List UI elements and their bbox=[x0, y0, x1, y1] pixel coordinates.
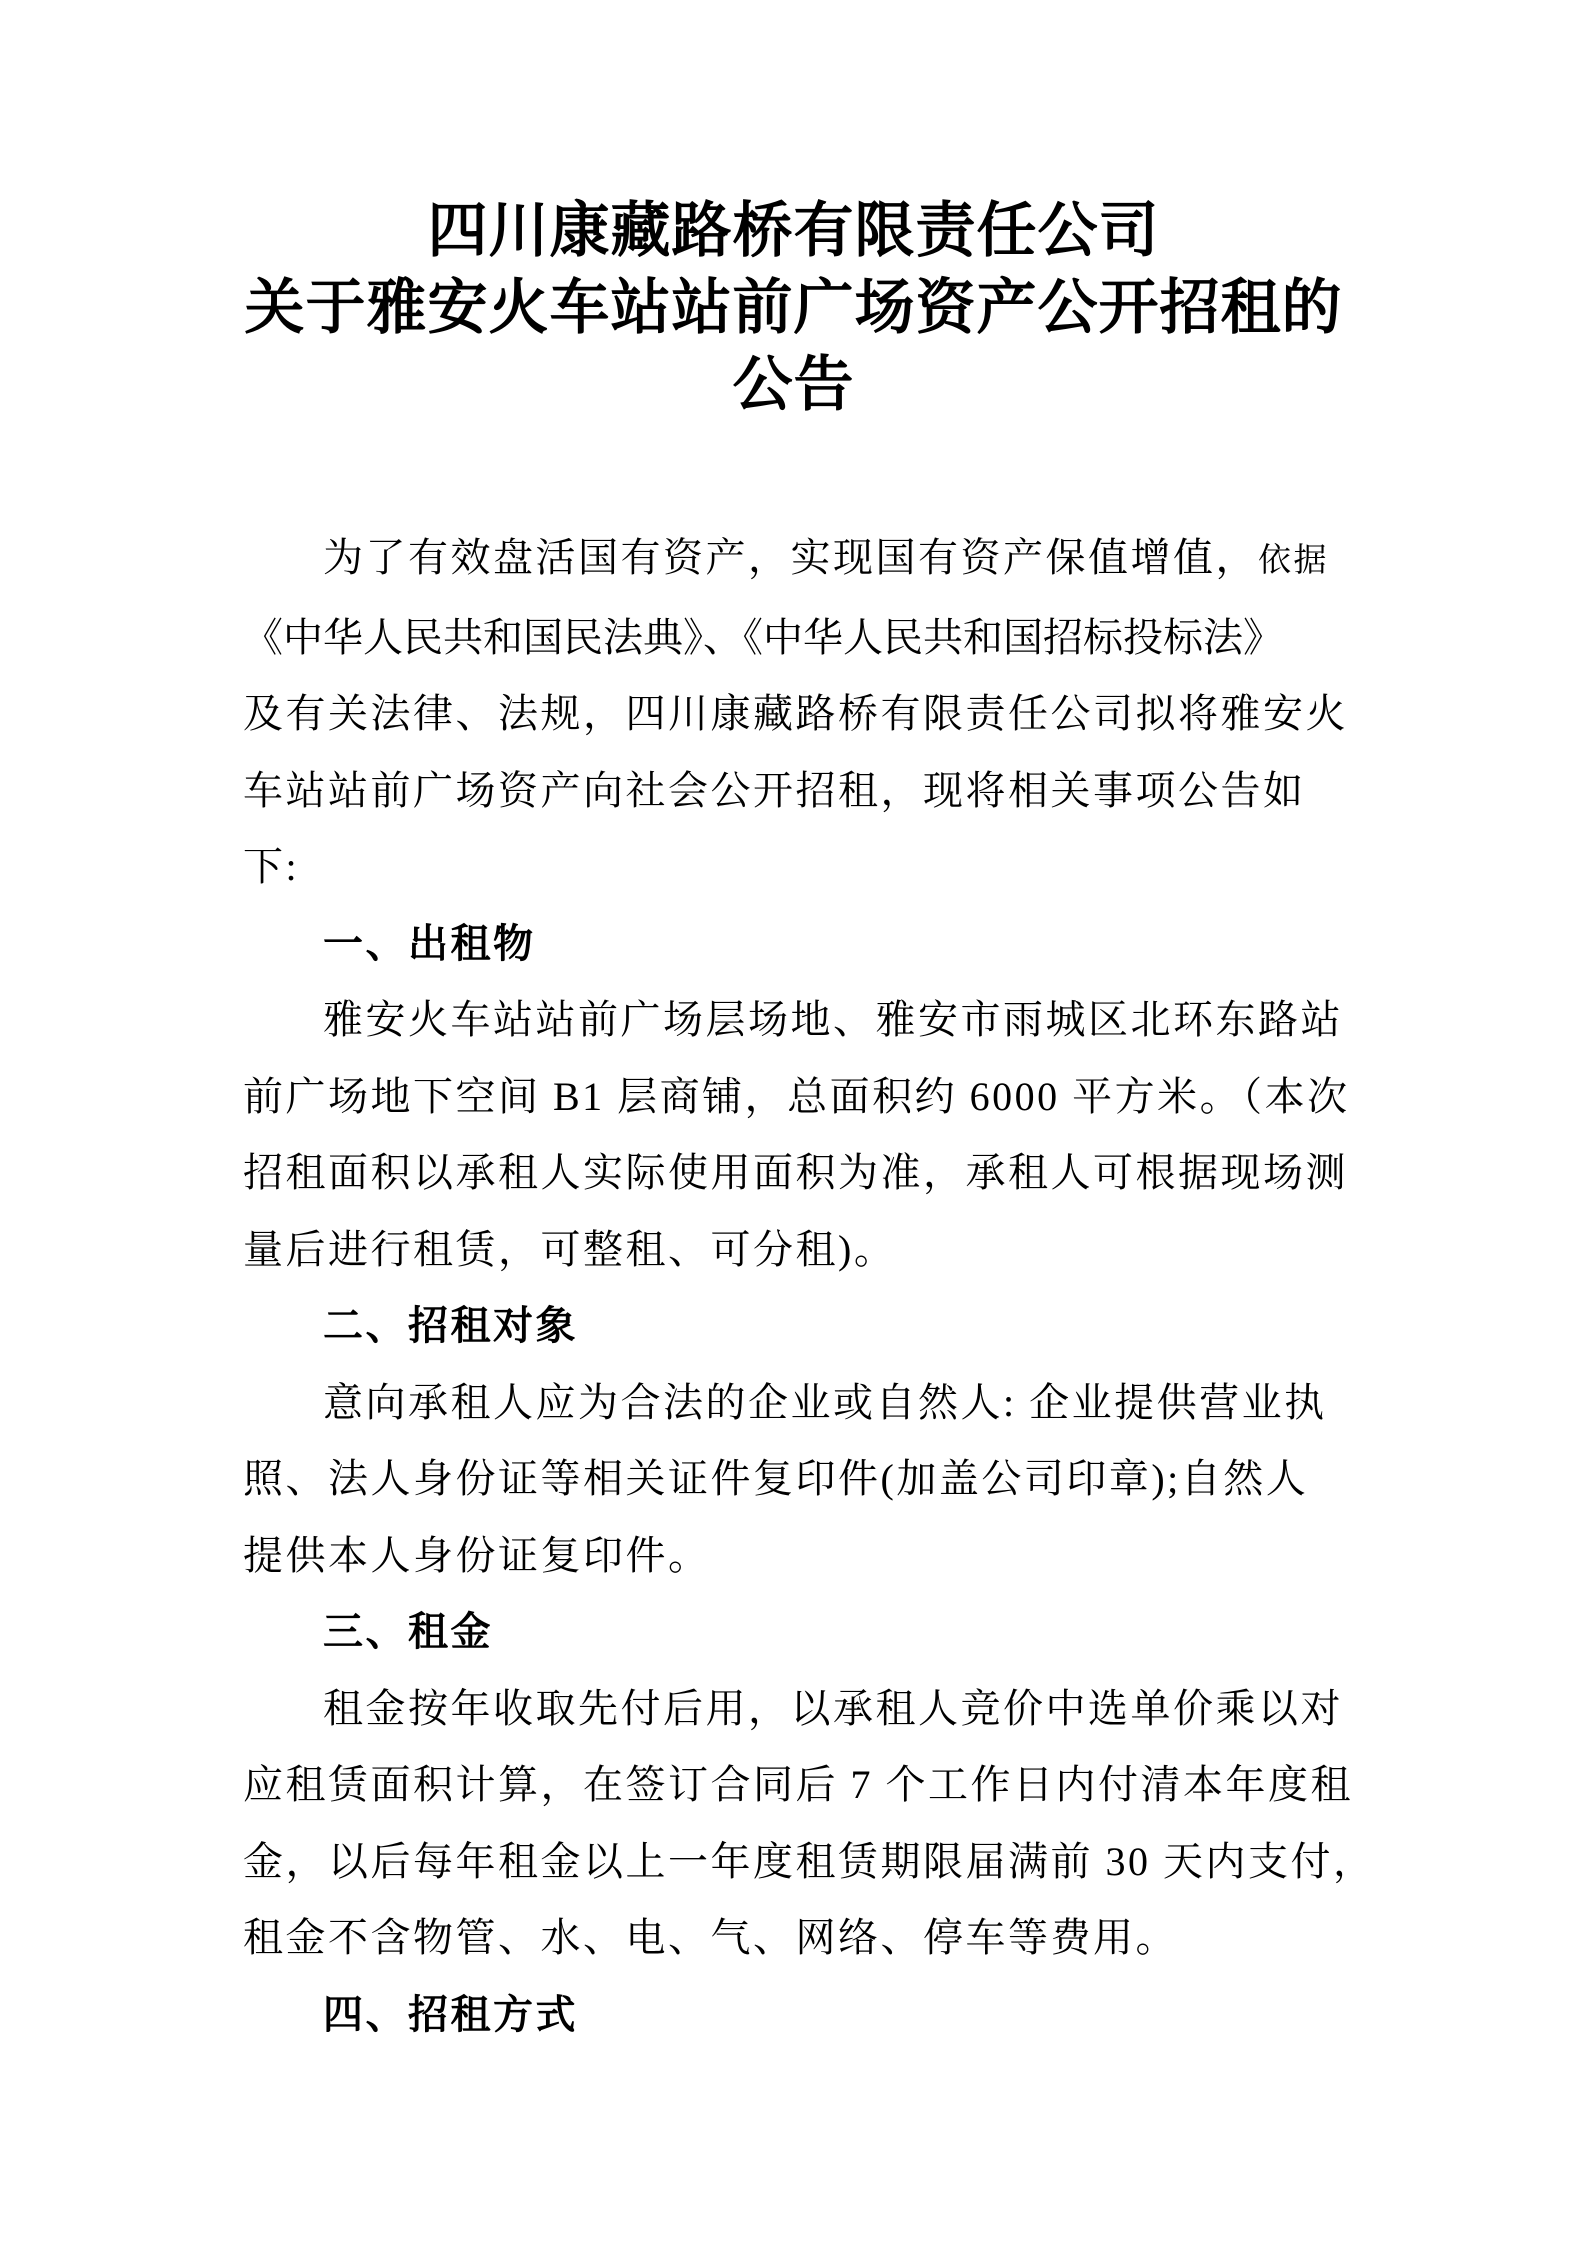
intro-line-3: 及有关法律、法规，四川康藏路桥有限责任公司拟将雅安火 bbox=[243, 691, 1348, 736]
intro-line-5: 下: bbox=[243, 844, 300, 889]
intro-line-4: 车站站前广场资产向社会公开招租，现将相关事项公告如 bbox=[243, 767, 1306, 813]
section-2-line-3: 提供本人身份证复印件。 bbox=[243, 1532, 711, 1578]
section-1-line-3: 招租面积以承租人实际使用面积为准，承租人可根据现场测 bbox=[243, 1150, 1348, 1195]
section-2-line-2: 照、法人身份证等相关证件复印件(加盖公司印章);自然人 bbox=[243, 1456, 1309, 1501]
section-3-heading: 三、租金 bbox=[323, 1610, 493, 1654]
intro-line-1 bbox=[243, 520, 1347, 600]
section-2-line-1: 意向承租人应为合法的企业或自然人: 企业提供营业执 bbox=[323, 1379, 1327, 1425]
section-2-heading: 二、招租对象 bbox=[323, 1304, 578, 1348]
section-1-line-1: 雅安火车站站前广场层场地、雅安市雨城区北环东路站 bbox=[323, 997, 1343, 1042]
intro-line-1-small: 依据 bbox=[1258, 543, 1329, 579]
document-body bbox=[0, 520, 1376, 2053]
title-line-2: 关于雅安火车站站前广场资产公开招租的 bbox=[244, 275, 1343, 341]
section-3-line-2: 应租赁面积计算，在签订合同后 7 个工作日内付清本年度租 bbox=[243, 1762, 1353, 1807]
intro-line-2: 《中华人民共和国民法典》、《中华人民共和国招标投标法》 bbox=[243, 614, 1283, 660]
section-3-line-1: 租金按年收取先付后用，以承租人竞价中选单价乘以对 bbox=[323, 1685, 1343, 1731]
section-1-heading: 一、出租物 bbox=[323, 921, 536, 966]
section-1-line-2: 前广场地下空间 B1 层商铺，总面积约 6000 平方米。（本次 bbox=[243, 1073, 1350, 1119]
title-line-3: 公告 bbox=[732, 352, 855, 418]
section-3-line-4: 租金不含物管、水、电、气、网络、停车等费用。 bbox=[243, 1915, 1178, 1960]
section-3-line-3: 金，以后每年租金以上一年度租赁期限届满前 30 天内支付， bbox=[243, 1838, 1376, 1884]
document-title bbox=[0, 0, 1587, 424]
section-1-line-4: 量后进行租赁，可整租、可分租)。 bbox=[243, 1226, 897, 1272]
title-line-1: 四川康藏路桥有限责任公司 bbox=[427, 198, 1160, 264]
intro-line-1-main: 为了有效盘活国有资产，实现国有资产保值增值， bbox=[323, 535, 1258, 580]
section-4-heading: 四、招租方式 bbox=[323, 1992, 578, 2037]
